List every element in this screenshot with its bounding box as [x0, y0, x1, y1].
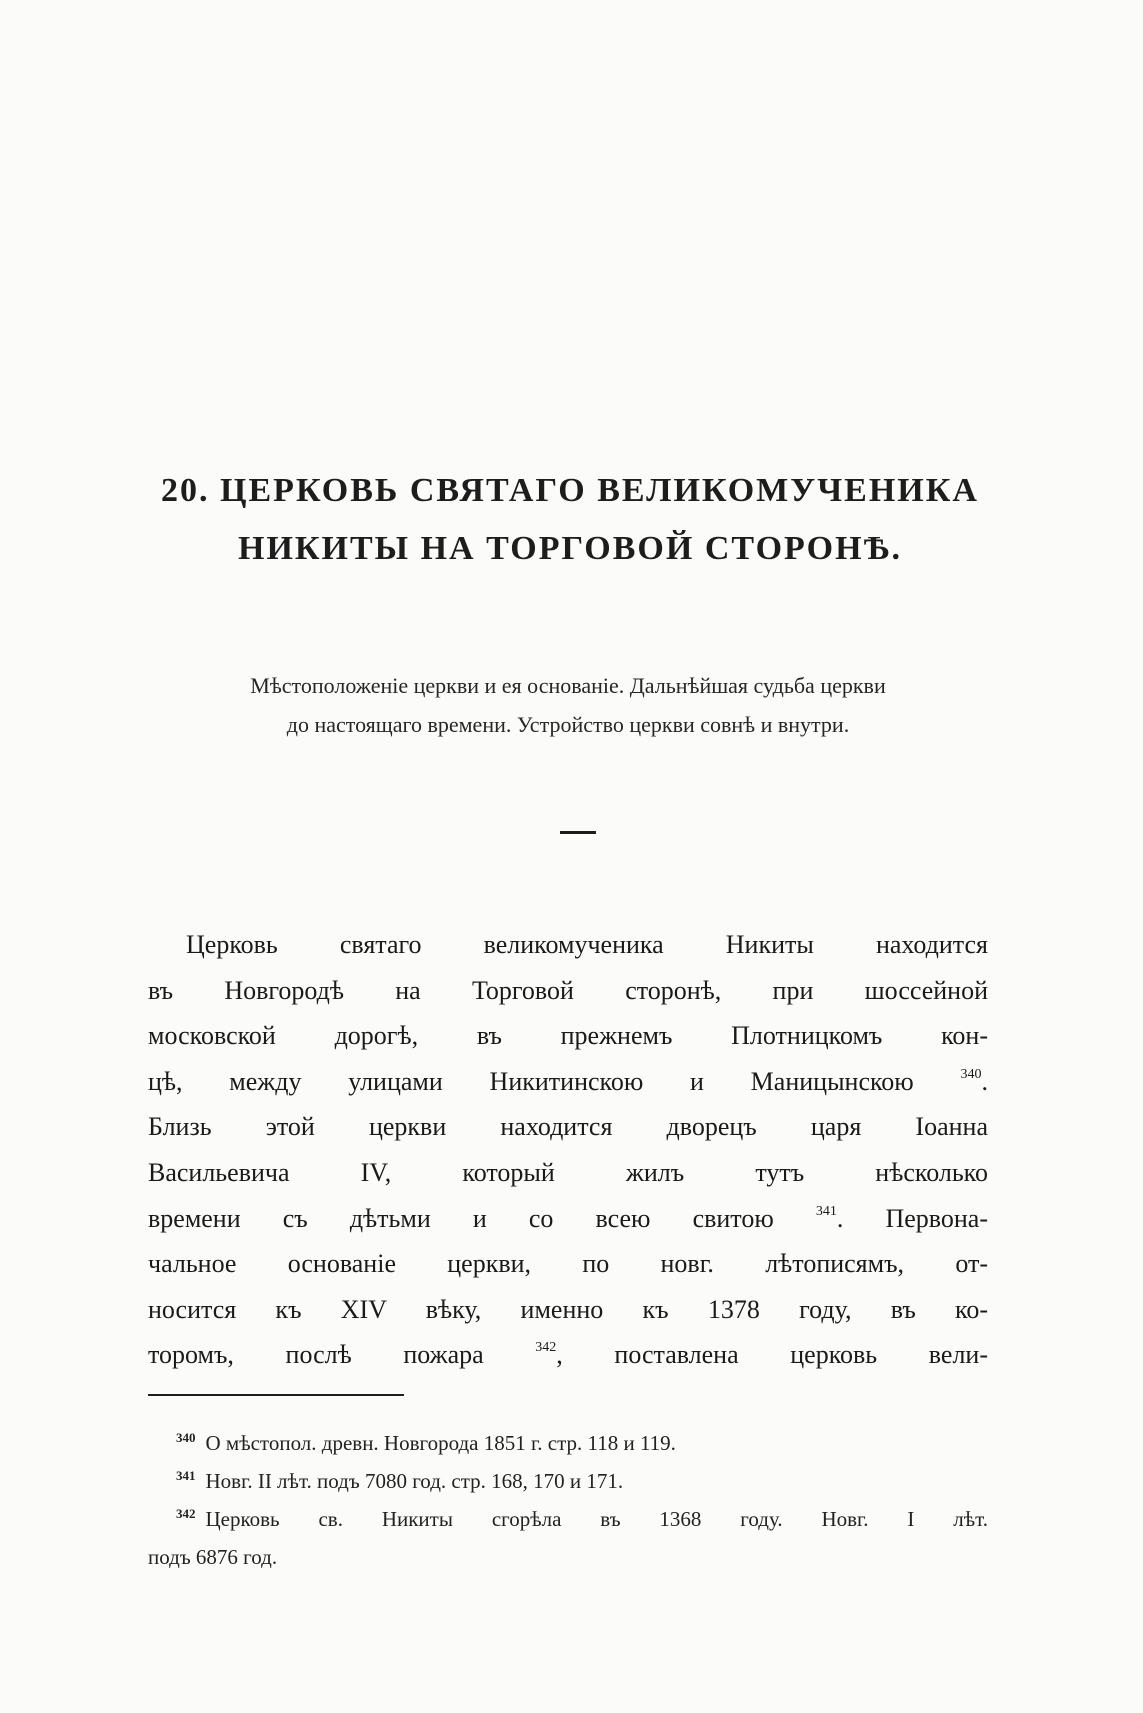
body-text-segment: торомъ, послѣ пожара: [148, 1340, 484, 1370]
body-line: Близь этой церкви находится дворецъ царя Іоанна: [148, 1112, 988, 1142]
body-text-segment: . Первона-: [836, 1203, 988, 1233]
footnote-342: [148, 1500, 988, 1538]
chapter-summary-line-2: до настоящаго времени. Устройство церкви совнѣ и внутри.: [286, 712, 850, 737]
body-paragraph: [148, 922, 988, 1378]
footnote-separator-rule: [148, 1394, 404, 1396]
footnote-text: Новг. II лѣт. подъ 7080 год. стр. 168, 170 и 171.: [205, 1469, 624, 1493]
chapter-title-line-1: 20. ЦЕРКОВЬ СВЯТАГО ВЕЛИКОМУЧЕНИКА: [161, 472, 979, 509]
footnote-340: [148, 1424, 988, 1462]
body-text-segment: времени съ дѣтьми и со всею свитою: [148, 1203, 774, 1233]
chapter-summary-line-1: Мѣстоположеніе церкви и ея основаніе. Дальнѣйшая судьба церкви: [250, 673, 886, 698]
footnote-341: [148, 1462, 988, 1500]
chapter-title: [140, 462, 1000, 578]
body-text-segment: , поставлена церковь вели-: [556, 1340, 988, 1370]
chapter-summary: [148, 666, 988, 744]
body-line: носится къ XIV вѣку, именно къ 1378 году, въ ко-: [148, 1294, 988, 1324]
body-line: Васильевича IV, который жилъ тутъ нѣсколько: [148, 1157, 988, 1187]
body-line: [148, 1196, 988, 1242]
section-divider-dash: [560, 831, 596, 834]
body-line: московской дорогѣ, въ прежнемъ Плотницкомъ кон-: [148, 1021, 988, 1051]
footnote-ref-342: 342: [535, 1340, 557, 1356]
footnote-text: О мѣстопол. древн. Новгорода 1851 г. стр. 118 и 119.: [205, 1431, 676, 1455]
body-text-segment: .: [981, 1066, 989, 1096]
body-line: чальное основаніе церкви, по новг. лѣтописямъ, от-: [148, 1249, 988, 1279]
footnote-number: 341: [176, 1468, 196, 1483]
footnotes: [148, 1424, 988, 1576]
chapter-title-line-2: НИКИТЫ НА ТОРГОВОЙ СТОРОНѢ.: [238, 530, 902, 567]
body-line: Церковь святаго великомученика Никиты находится: [186, 930, 988, 959]
footnote-ref-341: 341: [815, 1203, 837, 1219]
body-line: [148, 1332, 988, 1378]
footnote-342-continuation: подъ 6876 год.: [148, 1545, 278, 1569]
body-line: въ Новгородѣ на Торговой сторонѣ, при шоссейной: [148, 975, 988, 1005]
body-text-segment: цѣ, между улицами Никитинскою и Маницынскою: [148, 1066, 914, 1096]
footnote-number: 340: [176, 1430, 196, 1445]
body-line: [148, 1059, 988, 1105]
footnote-number: 342: [176, 1506, 196, 1521]
footnote-text: Церковь св. Никиты сгорѣла въ 1368 году. Новг. I лѣт.: [205, 1507, 988, 1531]
footnote-ref-340: 340: [960, 1066, 982, 1082]
